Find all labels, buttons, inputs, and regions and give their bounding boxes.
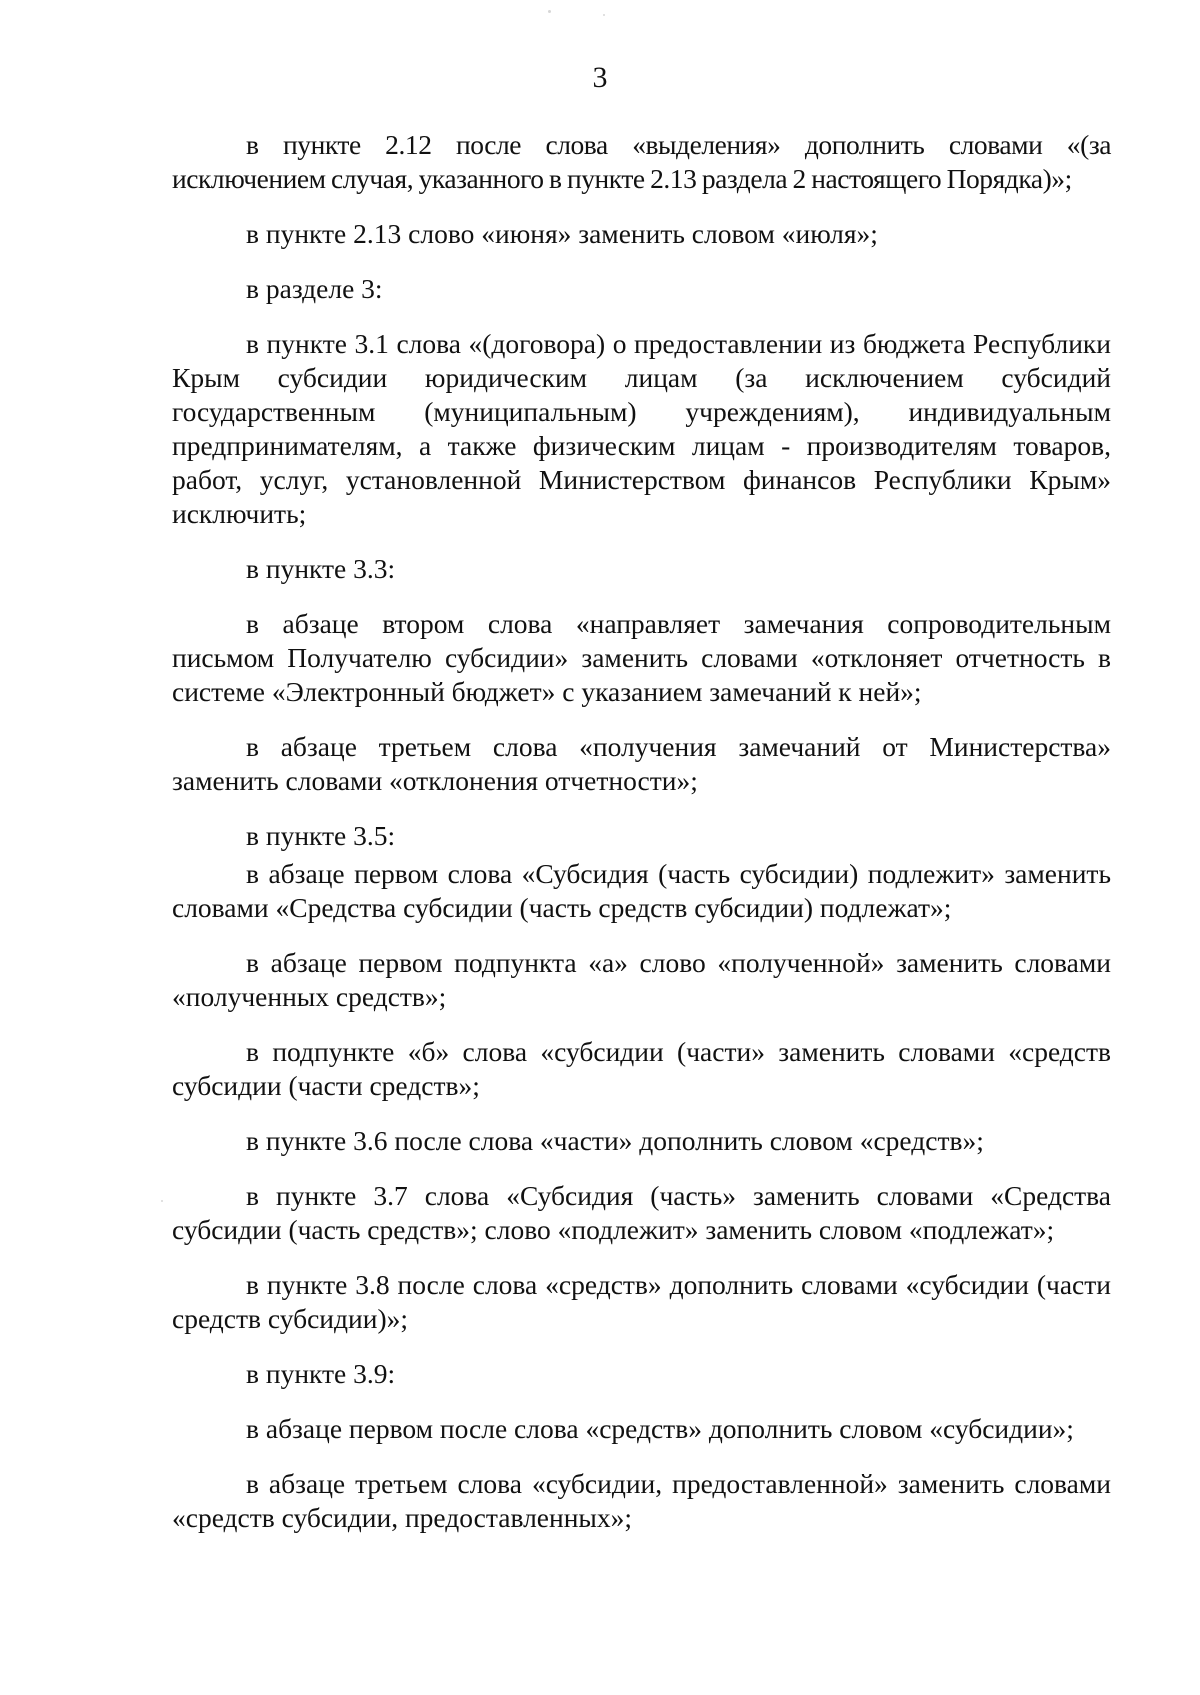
paragraph-2-12-amendment: в пункте 2.12 после слова «выделения» дополнить словами «(за исключением случая, указанного в пункте 2.13 раздела 2 настоящего Порядка)»; (172, 129, 1111, 194)
paragraph-3-8-amendment: в пункте 3.8 после слова «средств» дополнить словами «субсидии (части средств субсидии)»; (172, 1269, 1111, 1334)
page-number: 3 (592, 61, 608, 94)
paragraph-3-5-heading: в пункте 3.5: (246, 820, 396, 851)
scan-speck (161, 1200, 163, 1202)
paragraph-3-5-first-clause: в абзаце первом слова «Субсидия (часть субсидии) подлежит» заменить словами «Средства субсидии (часть средств субсидии) подлежат»; (172, 858, 1111, 923)
paragraph-3-1-amendment: в пункте 3.1 слова «(договора) о предоставлении из бюджета Республики Крым субсидии юридическим лицам (за исключением субсидий государственным (муниципальным) учреждениям), индивидуальным предпринимателям, а также физическим лицам - производителям товаров, работ, услуг, установленной Министерством финансов Республики Крым» исключить; (172, 328, 1111, 529)
scan-speck (603, 14, 605, 16)
paragraph-3-3-second-clause: в абзаце втором слова «направляет замечания сопроводительным письмом Получателю субсидии» заменить словами «отклоняет отчетность в системе «Электронный бюджет» с указанием замечаний к ней»; (172, 608, 1111, 707)
paragraph-3-9-third-clause: в абзаце третьем слова «субсидии, предоставленной» заменить словами «средств субсидии, предоставленных»; (172, 1468, 1111, 1533)
paragraph-3-6-amendment: в пункте 3.6 после слова «части» дополнить словом «средств»; (246, 1125, 984, 1156)
paragraph-3-9-heading: в пункте 3.9: (246, 1358, 396, 1389)
section-3-heading: в разделе 3: (246, 273, 383, 304)
paragraph-3-3-heading: в пункте 3.3: (246, 553, 396, 584)
paragraph-3-3-third-clause: в абзаце третьем слова «получения замечаний от Министерства» заменить словами «отклонения отчетности»; (172, 731, 1111, 796)
document-body (172, 128, 1111, 1535)
paragraph-3-5-subpoint-a: в абзаце первом подпункта «а» слово «полученной» заменить словами «полученных средств»; (172, 947, 1111, 1012)
paragraph-2-13-amendment: в пункте 2.13 слово «июня» заменить словом «июля»; (246, 218, 878, 249)
scan-speck (548, 10, 551, 13)
paragraph-3-9-first-clause: в абзаце первом после слова «средств» дополнить словом «субсидии»; (246, 1413, 1074, 1444)
paragraph-3-7-amendment: в пункте 3.7 слова «Субсидия (часть» заменить словами «Средства субсидии (часть средств»; слово «подлежит» заменить словом «подлежат»; (172, 1180, 1111, 1245)
paragraph-3-5-subpoint-b: в подпункте «б» слова «субсидии (части» заменить словами «средств субсидии (части средств»; (172, 1036, 1111, 1101)
